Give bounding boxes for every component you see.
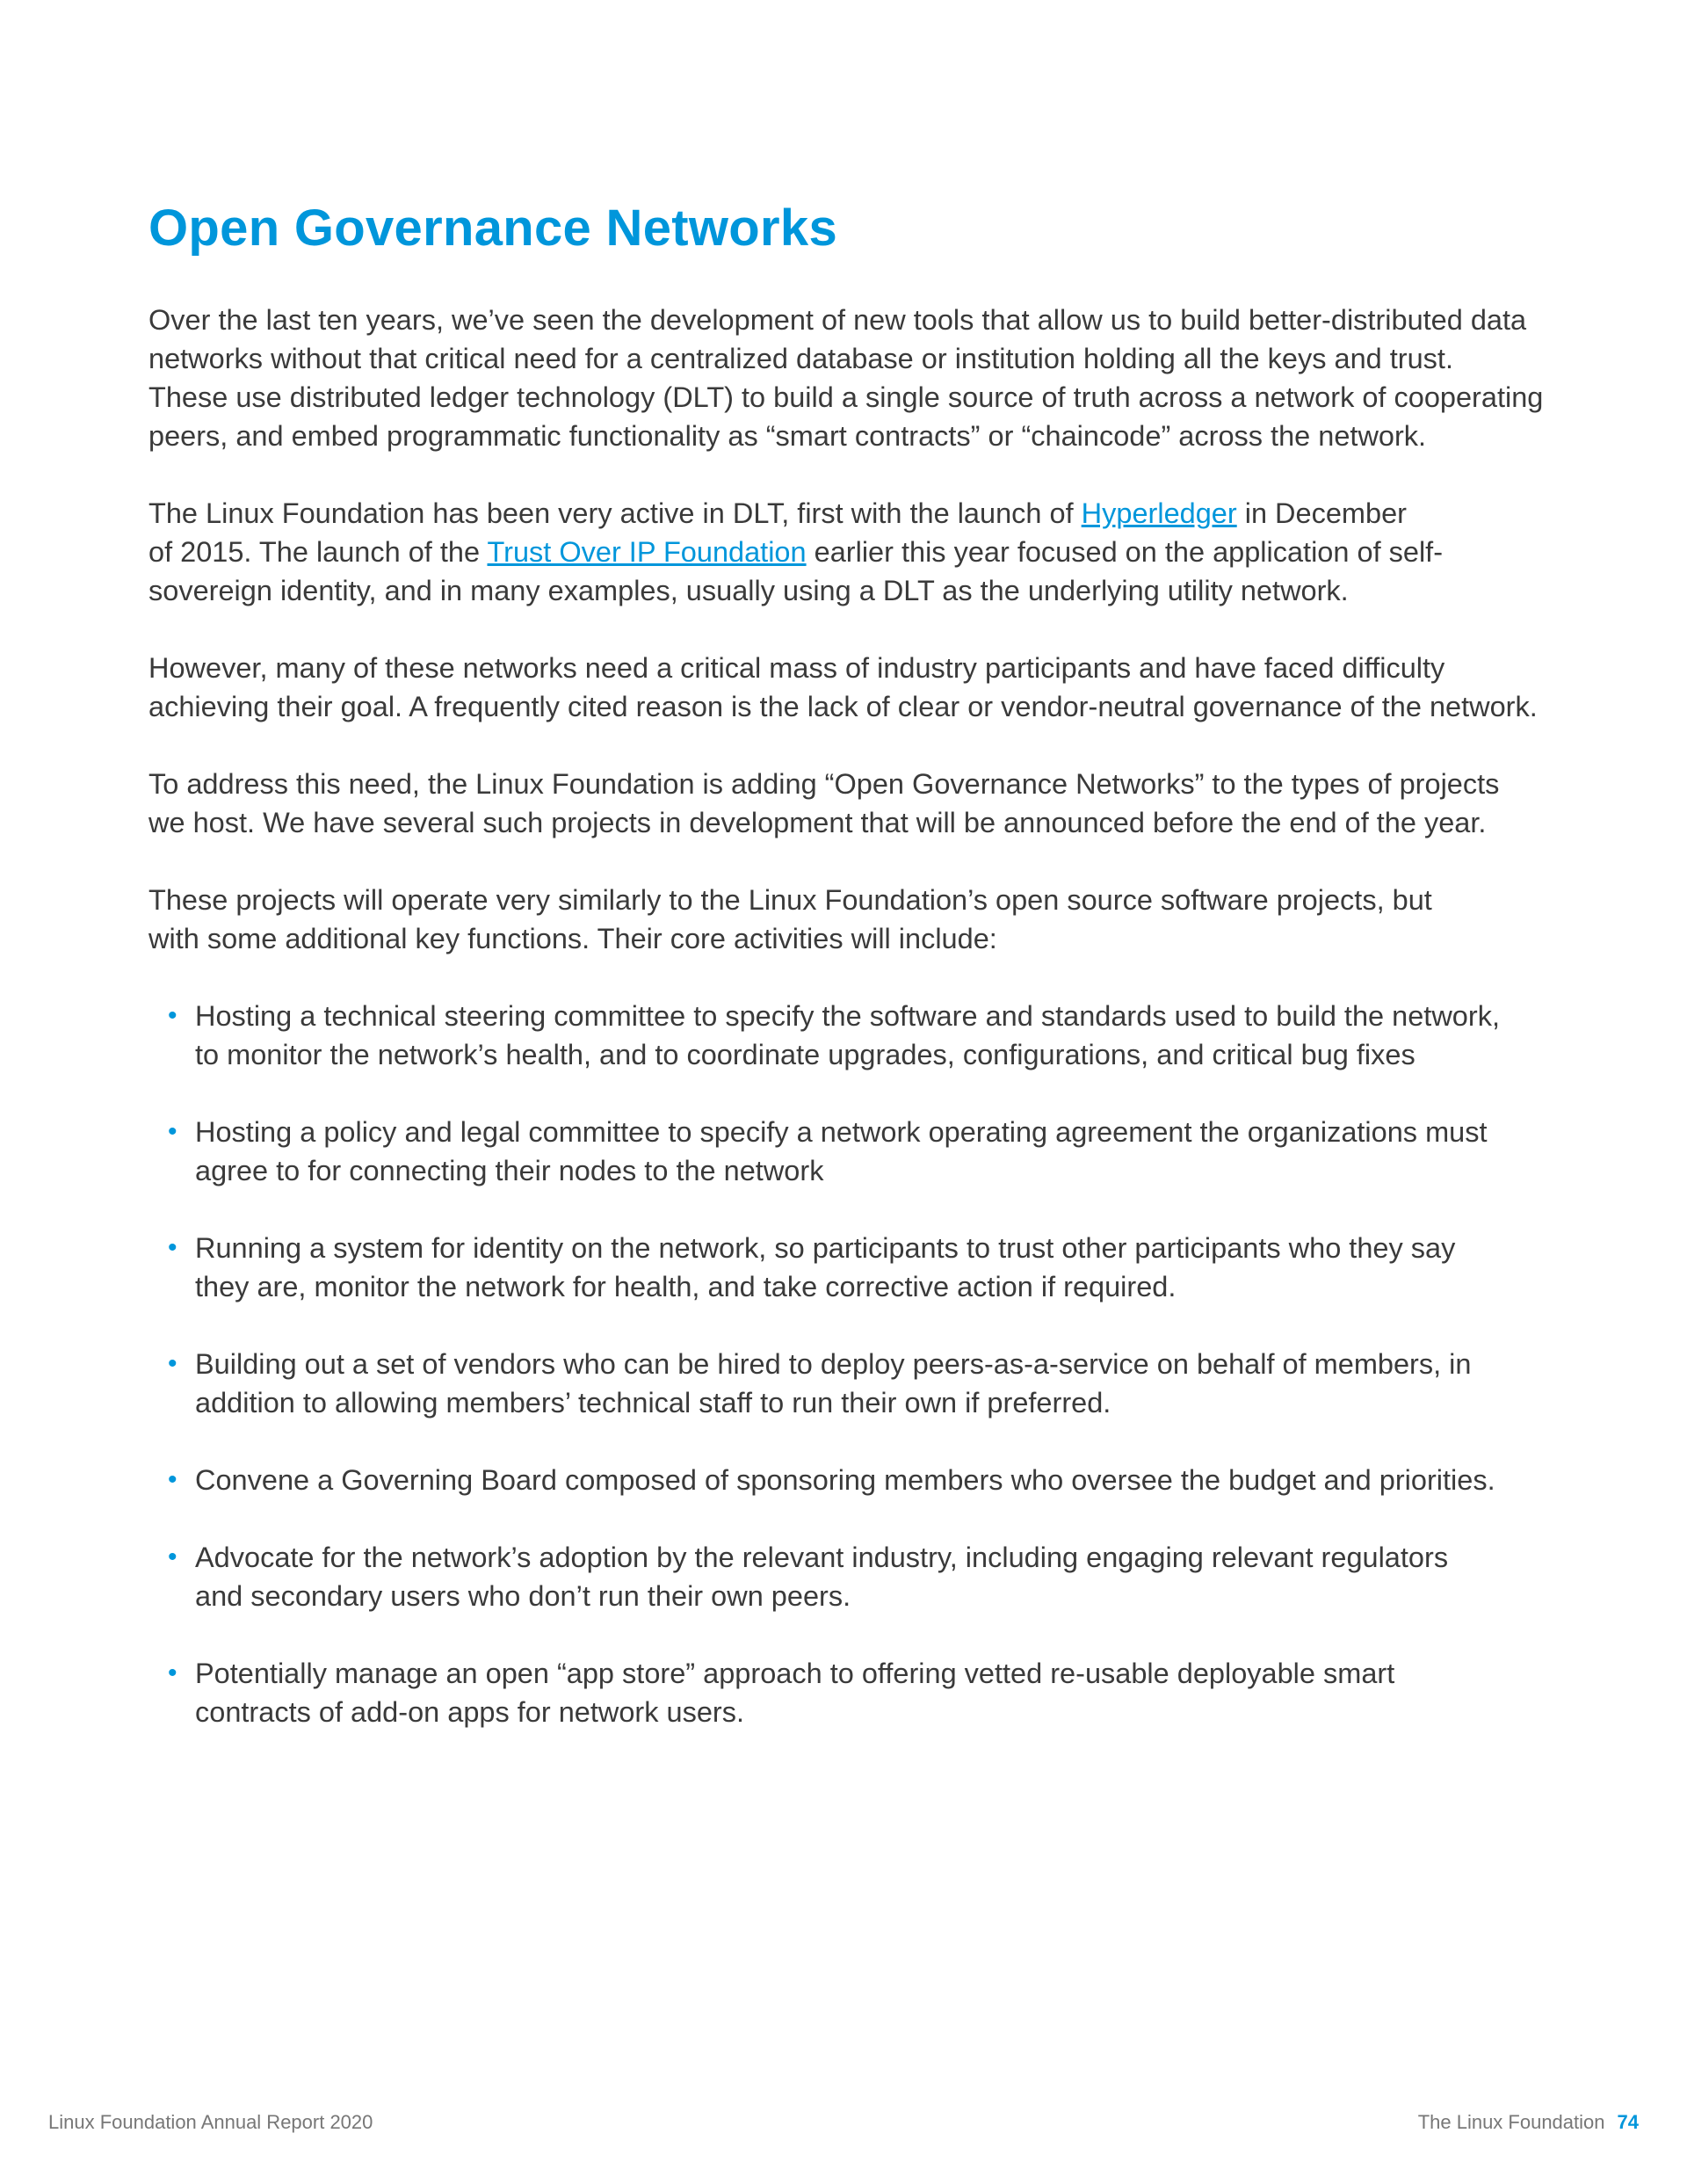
text-line: sovereign identity, and in many examples, usually using a DLT as the underlying utility network. bbox=[148, 575, 1349, 606]
text-line: Advocate for the network’s adoption by the relevant industry, including engaging relevant regulators bbox=[195, 1542, 1449, 1573]
footer-report-title: Linux Foundation Annual Report 2020 bbox=[48, 2111, 373, 2133]
text: The Linux Foundation has been very active in DLT, first with the launch of bbox=[148, 497, 1082, 529]
list-item bbox=[148, 997, 1554, 1074]
text-line: to monitor the network’s health, and to coordinate upgrades, configurations, and critical bug fixes bbox=[195, 1039, 1415, 1070]
paragraph-address-need bbox=[148, 765, 1554, 842]
text: earlier this year focused on the application of self- bbox=[806, 536, 1444, 568]
list-item bbox=[148, 1461, 1554, 1499]
page-title: Open Governance Networks bbox=[148, 200, 837, 257]
list-item bbox=[148, 1654, 1554, 1731]
text-line: To address this need, the Linux Foundation is adding “Open Governance Networks” to the types of projects bbox=[148, 768, 1500, 800]
bullet-icon: • bbox=[168, 1349, 177, 1378]
page-number: 74 bbox=[1617, 2111, 1639, 2133]
text-line: and secondary users who don’t run their own peers. bbox=[195, 1580, 851, 1612]
text-line: Hosting a policy and legal committee to specify a network operating agreement the organizations must bbox=[195, 1116, 1488, 1148]
text-line: contracts of add-on apps for network users. bbox=[195, 1696, 745, 1728]
bullet-icon: • bbox=[168, 1233, 177, 1262]
bullet-icon: • bbox=[168, 1465, 177, 1494]
text-line: Hosting a technical steering committee to specify the software and standards used to build the network, bbox=[195, 1000, 1500, 1032]
text-line: with some additional key functions. Their core activities will include: bbox=[148, 923, 997, 954]
bullet-icon: • bbox=[168, 1542, 177, 1571]
list-item bbox=[148, 1538, 1554, 1615]
text-line: Building out a set of vendors who can be hired to deploy peers-as-a-service on behalf of members, in bbox=[195, 1348, 1472, 1380]
text-line: agree to for connecting their nodes to the network bbox=[195, 1155, 824, 1186]
text-line: These use distributed ledger technology (DLT) to build a single source of truth across a network of cooperating bbox=[148, 381, 1544, 413]
text-line: These projects will operate very similarly to the Linux Foundation’s open source software projects, but bbox=[148, 884, 1432, 916]
paragraph-linux-foundation-dlt bbox=[148, 494, 1554, 610]
text-line: Potentially manage an open “app store” approach to offering vetted re-usable deployable smart bbox=[195, 1658, 1395, 1689]
footer-right bbox=[1418, 2111, 1639, 2134]
text-line: Convene a Governing Board composed of sponsoring members who oversee the budget and priorities. bbox=[195, 1464, 1495, 1496]
bullet-icon: • bbox=[168, 1117, 177, 1146]
text: in December bbox=[1236, 497, 1407, 529]
text-line: Over the last ten years, we’ve seen the development of new tools that allow us to build better-distributed data bbox=[148, 304, 1527, 336]
trust-over-ip-link[interactable]: Trust Over IP Foundation bbox=[487, 536, 807, 568]
text-line bbox=[148, 494, 1554, 533]
body-content bbox=[148, 301, 1554, 1770]
activities-list bbox=[148, 997, 1554, 1731]
paragraph-intro bbox=[148, 301, 1554, 455]
list-item bbox=[148, 1113, 1554, 1190]
text-line: achieving their goal. A frequently cited reason is the lack of clear or vendor-neutral governance of the network. bbox=[148, 691, 1538, 722]
text-line: they are, monitor the network for health, and take corrective action if required. bbox=[195, 1271, 1177, 1302]
footer-org: The Linux Foundation bbox=[1417, 2111, 1605, 2133]
list-item bbox=[148, 1229, 1554, 1306]
text-line: However, many of these networks need a critical mass of industry participants and have faced difficulty bbox=[148, 652, 1445, 684]
text-line: networks without that critical need for a centralized database or institution holding all the keys and trust. bbox=[148, 343, 1453, 374]
text: of 2015. The launch of the bbox=[148, 536, 488, 568]
bullet-icon: • bbox=[168, 1658, 177, 1687]
paragraph-core-activities bbox=[148, 881, 1554, 958]
text-line: we host. We have several such projects in development that will be announced before the end of the year. bbox=[148, 807, 1487, 838]
text-line: Running a system for identity on the network, so participants to trust other participants who they say bbox=[195, 1232, 1456, 1264]
list-item bbox=[148, 1345, 1554, 1422]
paragraph-challenges bbox=[148, 649, 1554, 726]
bullet-icon: • bbox=[168, 1001, 177, 1030]
text-line: addition to allowing members’ technical staff to run their own if preferred. bbox=[195, 1387, 1111, 1419]
hyperledger-link[interactable]: Hyperledger bbox=[1081, 497, 1237, 529]
text-line: peers, and embed programmatic functionality as “smart contracts” or “chaincode” across the network. bbox=[148, 420, 1427, 452]
text-line bbox=[148, 533, 1554, 571]
